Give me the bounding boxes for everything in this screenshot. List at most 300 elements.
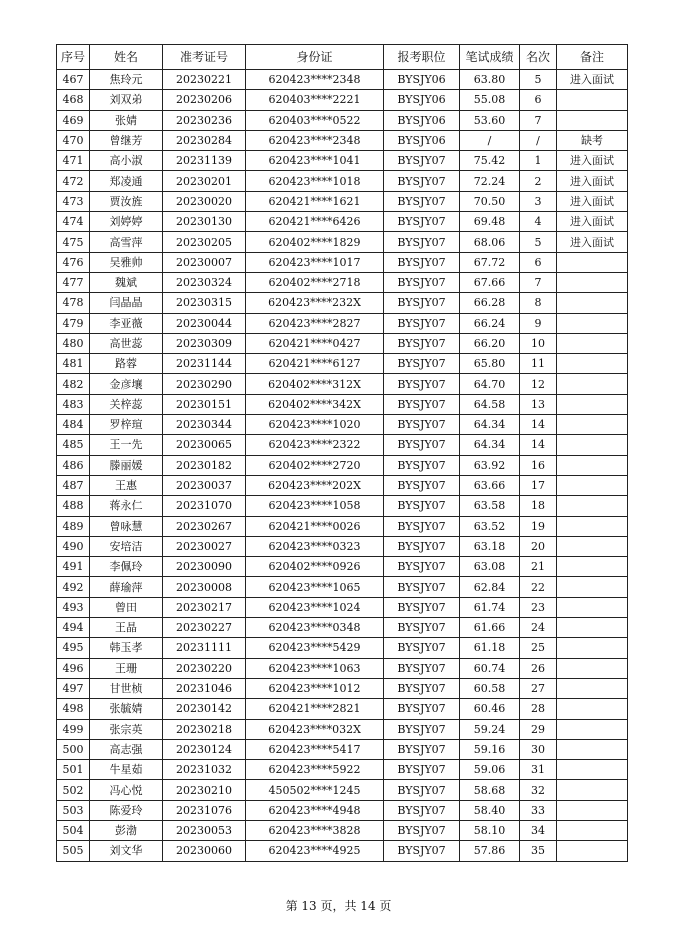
cell-score: 60.58 — [460, 678, 520, 698]
cell-position: BYSJY07 — [384, 557, 460, 577]
cell-seq: 496 — [57, 658, 90, 678]
cell-seq: 482 — [57, 374, 90, 394]
cell-seq: 501 — [57, 760, 90, 780]
cell-seq: 483 — [57, 394, 90, 414]
table-row — [57, 536, 628, 556]
cell-score: 72.24 — [460, 171, 520, 191]
cell-rank: 9 — [520, 313, 557, 333]
table-row — [57, 496, 628, 516]
cell-id-card: 620423****1024 — [246, 597, 384, 617]
cell-id-card: 620423****202X — [246, 475, 384, 495]
cell-seq: 504 — [57, 820, 90, 840]
header-score: 笔试成绩 — [460, 45, 520, 70]
cell-rank: 21 — [520, 557, 557, 577]
table-row — [57, 760, 628, 780]
cell-seq: 503 — [57, 800, 90, 820]
cell-id-card: 620423****1020 — [246, 415, 384, 435]
cell-note — [557, 780, 628, 800]
cell-exam-no: 20230065 — [163, 435, 246, 455]
cell-note — [557, 800, 628, 820]
table-row — [57, 577, 628, 597]
cell-exam-no: 20230151 — [163, 394, 246, 414]
cell-exam-no: 20230182 — [163, 455, 246, 475]
cell-id-card: 450502****1245 — [246, 780, 384, 800]
cell-note — [557, 90, 628, 110]
cell-exam-no: 20230210 — [163, 780, 246, 800]
cell-score: 58.68 — [460, 780, 520, 800]
cell-name: 张宗英 — [90, 719, 163, 739]
header-row — [57, 45, 628, 70]
cell-rank: 34 — [520, 820, 557, 840]
cell-score: 61.74 — [460, 597, 520, 617]
cell-id-card: 620423****1012 — [246, 678, 384, 698]
cell-seq: 481 — [57, 354, 90, 374]
cell-score: 66.20 — [460, 333, 520, 353]
cell-seq: 487 — [57, 475, 90, 495]
cell-position: BYSJY07 — [384, 333, 460, 353]
cell-seq: 505 — [57, 841, 90, 861]
cell-seq: 497 — [57, 678, 90, 698]
cell-exam-no: 20230344 — [163, 415, 246, 435]
cell-id-card: 620421****0026 — [246, 516, 384, 536]
cell-position: BYSJY07 — [384, 293, 460, 313]
cell-note — [557, 618, 628, 638]
table-row — [57, 232, 628, 252]
cell-id-card: 620402****2718 — [246, 272, 384, 292]
cell-rank: 6 — [520, 90, 557, 110]
cell-id-card: 620423****232X — [246, 293, 384, 313]
cell-id-card: 620423****2348 — [246, 70, 384, 90]
table-row — [57, 394, 628, 414]
cell-note: 进入面试 — [557, 232, 628, 252]
cell-name: 金彦壤 — [90, 374, 163, 394]
cell-id-card: 620423****0323 — [246, 536, 384, 556]
cell-seq: 474 — [57, 212, 90, 232]
cell-note — [557, 333, 628, 353]
cell-name: 魏斌 — [90, 272, 163, 292]
cell-seq: 486 — [57, 455, 90, 475]
cell-rank: 7 — [520, 110, 557, 130]
cell-id-card: 620403****0522 — [246, 110, 384, 130]
cell-name: 高志强 — [90, 739, 163, 759]
cell-name: 高雪萍 — [90, 232, 163, 252]
cell-score: 59.16 — [460, 739, 520, 759]
cell-name: 滕丽媛 — [90, 455, 163, 475]
cell-id-card: 620403****2221 — [246, 90, 384, 110]
cell-note — [557, 252, 628, 272]
cell-score: 63.80 — [460, 70, 520, 90]
cell-note: 进入面试 — [557, 151, 628, 171]
cell-note — [557, 435, 628, 455]
table-row — [57, 780, 628, 800]
cell-id-card: 620402****2720 — [246, 455, 384, 475]
cell-exam-no: 20230227 — [163, 618, 246, 638]
table-row — [57, 557, 628, 577]
table-row — [57, 618, 628, 638]
cell-position: BYSJY07 — [384, 272, 460, 292]
cell-position: BYSJY07 — [384, 232, 460, 252]
cell-note — [557, 293, 628, 313]
cell-name: 焦玲元 — [90, 70, 163, 90]
cell-rank: 16 — [520, 455, 557, 475]
cell-rank: 7 — [520, 272, 557, 292]
cell-note — [557, 699, 628, 719]
table-body — [57, 70, 628, 862]
cell-seq: 471 — [57, 151, 90, 171]
cell-rank: 5 — [520, 70, 557, 90]
table-row — [57, 435, 628, 455]
cell-seq: 493 — [57, 597, 90, 617]
cell-seq: 472 — [57, 171, 90, 191]
cell-note — [557, 354, 628, 374]
table-row — [57, 293, 628, 313]
cell-exam-no: 20230284 — [163, 130, 246, 150]
cell-id-card: 620423****4925 — [246, 841, 384, 861]
table-row — [57, 658, 628, 678]
cell-position: BYSJY07 — [384, 455, 460, 475]
cell-id-card: 620421****0427 — [246, 333, 384, 353]
cell-name: 王珊 — [90, 658, 163, 678]
cell-exam-no: 20230290 — [163, 374, 246, 394]
cell-note — [557, 658, 628, 678]
cell-note — [557, 678, 628, 698]
cell-position: BYSJY07 — [384, 252, 460, 272]
cell-position: BYSJY07 — [384, 151, 460, 171]
cell-name: 陈爱玲 — [90, 800, 163, 820]
cell-exam-no: 20230236 — [163, 110, 246, 130]
table-row — [57, 313, 628, 333]
table-row — [57, 516, 628, 536]
table-row — [57, 739, 628, 759]
cell-note — [557, 313, 628, 333]
cell-exam-no: 20230037 — [163, 475, 246, 495]
cell-position: BYSJY07 — [384, 597, 460, 617]
cell-id-card: 620423****1058 — [246, 496, 384, 516]
cell-note: 进入面试 — [557, 191, 628, 211]
cell-position: BYSJY07 — [384, 638, 460, 658]
cell-seq: 477 — [57, 272, 90, 292]
cell-id-card: 620423****1041 — [246, 151, 384, 171]
cell-rank: 25 — [520, 638, 557, 658]
cell-exam-no: 20231032 — [163, 760, 246, 780]
cell-name: 牛星茹 — [90, 760, 163, 780]
cell-score: 68.06 — [460, 232, 520, 252]
cell-id-card: 620423****3828 — [246, 820, 384, 840]
cell-exam-no: 20230124 — [163, 739, 246, 759]
cell-rank: 1 — [520, 151, 557, 171]
cell-score: 60.46 — [460, 699, 520, 719]
cell-note: 进入面试 — [557, 171, 628, 191]
cell-id-card: 620423****1063 — [246, 658, 384, 678]
cell-rank: 33 — [520, 800, 557, 820]
cell-seq: 480 — [57, 333, 90, 353]
table-row — [57, 475, 628, 495]
cell-score: 63.52 — [460, 516, 520, 536]
cell-score: 67.66 — [460, 272, 520, 292]
cell-note — [557, 475, 628, 495]
cell-exam-no: 20231144 — [163, 354, 246, 374]
cell-score: 63.18 — [460, 536, 520, 556]
cell-rank: 30 — [520, 739, 557, 759]
cell-rank: 17 — [520, 475, 557, 495]
cell-score: 59.24 — [460, 719, 520, 739]
cell-id-card: 620423****1018 — [246, 171, 384, 191]
cell-name: 李佩玲 — [90, 557, 163, 577]
cell-note — [557, 577, 628, 597]
table-row — [57, 110, 628, 130]
cell-name: 曾咏慧 — [90, 516, 163, 536]
cell-position: BYSJY07 — [384, 475, 460, 495]
table-row — [57, 191, 628, 211]
cell-id-card: 620421****1621 — [246, 191, 384, 211]
cell-exam-no: 20230201 — [163, 171, 246, 191]
cell-note — [557, 638, 628, 658]
cell-seq: 495 — [57, 638, 90, 658]
cell-rank: 10 — [520, 333, 557, 353]
cell-id-card: 620423****5429 — [246, 638, 384, 658]
cell-score: 64.34 — [460, 435, 520, 455]
cell-rank: 13 — [520, 394, 557, 414]
table-row — [57, 455, 628, 475]
cell-exam-no: 20230315 — [163, 293, 246, 313]
cell-id-card: 620423****2322 — [246, 435, 384, 455]
cell-position: BYSJY07 — [384, 496, 460, 516]
cell-seq: 502 — [57, 780, 90, 800]
cell-name: 张毓婧 — [90, 699, 163, 719]
cell-name: 彭渤 — [90, 820, 163, 840]
cell-name: 冯心悦 — [90, 780, 163, 800]
cell-score: 70.50 — [460, 191, 520, 211]
cell-exam-no: 20230007 — [163, 252, 246, 272]
cell-exam-no: 20230142 — [163, 699, 246, 719]
cell-seq: 467 — [57, 70, 90, 90]
cell-score: / — [460, 130, 520, 150]
cell-name: 刘婷婷 — [90, 212, 163, 232]
cell-exam-no: 20230090 — [163, 557, 246, 577]
cell-rank: 29 — [520, 719, 557, 739]
cell-note: 进入面试 — [557, 212, 628, 232]
cell-position: BYSJY07 — [384, 800, 460, 820]
cell-position: BYSJY07 — [384, 658, 460, 678]
cell-name: 薛瑜萍 — [90, 577, 163, 597]
cell-note — [557, 739, 628, 759]
cell-id-card: 620421****6426 — [246, 212, 384, 232]
cell-seq: 488 — [57, 496, 90, 516]
table-row — [57, 272, 628, 292]
cell-name: 郑凌通 — [90, 171, 163, 191]
cell-rank: 11 — [520, 354, 557, 374]
cell-exam-no: 20230217 — [163, 597, 246, 617]
cell-position: BYSJY06 — [384, 110, 460, 130]
cell-score: 58.40 — [460, 800, 520, 820]
cell-exam-no: 20230053 — [163, 820, 246, 840]
cell-score: 63.08 — [460, 557, 520, 577]
cell-name: 闫晶晶 — [90, 293, 163, 313]
cell-name: 张婧 — [90, 110, 163, 130]
cell-id-card: 620421****6127 — [246, 354, 384, 374]
cell-seq: 499 — [57, 719, 90, 739]
header-id-card: 身份证 — [246, 45, 384, 70]
cell-seq: 494 — [57, 618, 90, 638]
cell-rank: 6 — [520, 252, 557, 272]
table-row — [57, 415, 628, 435]
cell-score: 63.92 — [460, 455, 520, 475]
cell-exam-no: 20231139 — [163, 151, 246, 171]
cell-rank: 14 — [520, 415, 557, 435]
cell-exam-no: 20230309 — [163, 333, 246, 353]
cell-rank: 12 — [520, 374, 557, 394]
cell-score: 69.48 — [460, 212, 520, 232]
cell-exam-no: 20230218 — [163, 719, 246, 739]
cell-position: BYSJY07 — [384, 820, 460, 840]
table-row — [57, 151, 628, 171]
cell-exam-no: 20230205 — [163, 232, 246, 252]
cell-id-card: 620423****5922 — [246, 760, 384, 780]
cell-exam-no: 20230027 — [163, 536, 246, 556]
cell-id-card: 620423****4948 — [246, 800, 384, 820]
cell-exam-no: 20230206 — [163, 90, 246, 110]
cell-seq: 476 — [57, 252, 90, 272]
table-row — [57, 374, 628, 394]
table-row — [57, 678, 628, 698]
cell-name: 贾汝旌 — [90, 191, 163, 211]
cell-score: 62.84 — [460, 577, 520, 597]
cell-position: BYSJY07 — [384, 212, 460, 232]
cell-id-card: 620423****2348 — [246, 130, 384, 150]
cell-exam-no: 20231111 — [163, 638, 246, 658]
cell-note: 进入面试 — [557, 70, 628, 90]
cell-rank: 24 — [520, 618, 557, 638]
cell-rank: 35 — [520, 841, 557, 861]
cell-score: 53.60 — [460, 110, 520, 130]
cell-seq: 478 — [57, 293, 90, 313]
cell-rank: 27 — [520, 678, 557, 698]
cell-rank: 3 — [520, 191, 557, 211]
table-row — [57, 820, 628, 840]
cell-score: 67.72 — [460, 252, 520, 272]
cell-note — [557, 516, 628, 536]
cell-position: BYSJY07 — [384, 719, 460, 739]
cell-exam-no: 20231046 — [163, 678, 246, 698]
table-row — [57, 699, 628, 719]
cell-position: BYSJY07 — [384, 699, 460, 719]
header-rank: 名次 — [520, 45, 557, 70]
cell-name: 安培洁 — [90, 536, 163, 556]
cell-name: 王一先 — [90, 435, 163, 455]
cell-name: 韩玉孝 — [90, 638, 163, 658]
cell-note — [557, 719, 628, 739]
cell-position: BYSJY07 — [384, 191, 460, 211]
header-seq: 序号 — [57, 45, 90, 70]
cell-exam-no: 20230221 — [163, 70, 246, 90]
cell-exam-no: 20230044 — [163, 313, 246, 333]
cell-exam-no: 20230008 — [163, 577, 246, 597]
cell-exam-no: 20230220 — [163, 658, 246, 678]
cell-exam-no: 20230267 — [163, 516, 246, 536]
cell-id-card: 620402****312X — [246, 374, 384, 394]
header-note: 备注 — [557, 45, 628, 70]
cell-id-card: 620423****5417 — [246, 739, 384, 759]
cell-position: BYSJY06 — [384, 90, 460, 110]
cell-rank: 19 — [520, 516, 557, 536]
cell-position: BYSJY07 — [384, 841, 460, 861]
cell-score: 75.42 — [460, 151, 520, 171]
header-name: 姓名 — [90, 45, 163, 70]
table-row — [57, 212, 628, 232]
cell-rank: 2 — [520, 171, 557, 191]
cell-position: BYSJY07 — [384, 313, 460, 333]
table-row — [57, 252, 628, 272]
cell-id-card: 620423****032X — [246, 719, 384, 739]
cell-note — [557, 415, 628, 435]
table-row — [57, 70, 628, 90]
cell-note — [557, 455, 628, 475]
cell-note — [557, 841, 628, 861]
cell-rank: 20 — [520, 536, 557, 556]
cell-position: BYSJY07 — [384, 536, 460, 556]
cell-note — [557, 496, 628, 516]
cell-rank: 22 — [520, 577, 557, 597]
cell-score: 64.70 — [460, 374, 520, 394]
header-exam-no: 准考证号 — [163, 45, 246, 70]
cell-name: 吴雅帅 — [90, 252, 163, 272]
cell-name: 路蓉 — [90, 354, 163, 374]
cell-position: BYSJY07 — [384, 435, 460, 455]
cell-seq: 479 — [57, 313, 90, 333]
cell-exam-no: 20231076 — [163, 800, 246, 820]
cell-name: 曾田 — [90, 597, 163, 617]
cell-position: BYSJY07 — [384, 374, 460, 394]
cell-rank: 5 — [520, 232, 557, 252]
cell-name: 刘双弟 — [90, 90, 163, 110]
cell-position: BYSJY07 — [384, 739, 460, 759]
cell-score: 66.24 — [460, 313, 520, 333]
cell-note — [557, 557, 628, 577]
cell-seq: 498 — [57, 699, 90, 719]
cell-position: BYSJY07 — [384, 415, 460, 435]
cell-name: 高小淑 — [90, 151, 163, 171]
cell-note: 缺考 — [557, 130, 628, 150]
cell-note — [557, 820, 628, 840]
cell-id-card: 620423****0348 — [246, 618, 384, 638]
cell-score: 63.66 — [460, 475, 520, 495]
cell-seq: 475 — [57, 232, 90, 252]
cell-score: 55.08 — [460, 90, 520, 110]
cell-name: 王惠 — [90, 475, 163, 495]
cell-name: 王晶 — [90, 618, 163, 638]
cell-position: BYSJY07 — [384, 354, 460, 374]
cell-position: BYSJY06 — [384, 70, 460, 90]
table-row — [57, 90, 628, 110]
cell-score: 60.74 — [460, 658, 520, 678]
cell-note — [557, 760, 628, 780]
table-row — [57, 333, 628, 353]
cell-name: 甘世桢 — [90, 678, 163, 698]
cell-score: 59.06 — [460, 760, 520, 780]
page-footer: 第 13 页，共 14 页 — [285, 899, 392, 913]
table-row — [57, 597, 628, 617]
cell-rank: 8 — [520, 293, 557, 313]
table-row — [57, 354, 628, 374]
cell-rank: 18 — [520, 496, 557, 516]
cell-position: BYSJY06 — [384, 130, 460, 150]
cell-position: BYSJY07 — [384, 780, 460, 800]
table-row — [57, 638, 628, 658]
cell-rank: 28 — [520, 699, 557, 719]
cell-exam-no: 20230020 — [163, 191, 246, 211]
cell-position: BYSJY07 — [384, 577, 460, 597]
cell-seq: 468 — [57, 90, 90, 110]
